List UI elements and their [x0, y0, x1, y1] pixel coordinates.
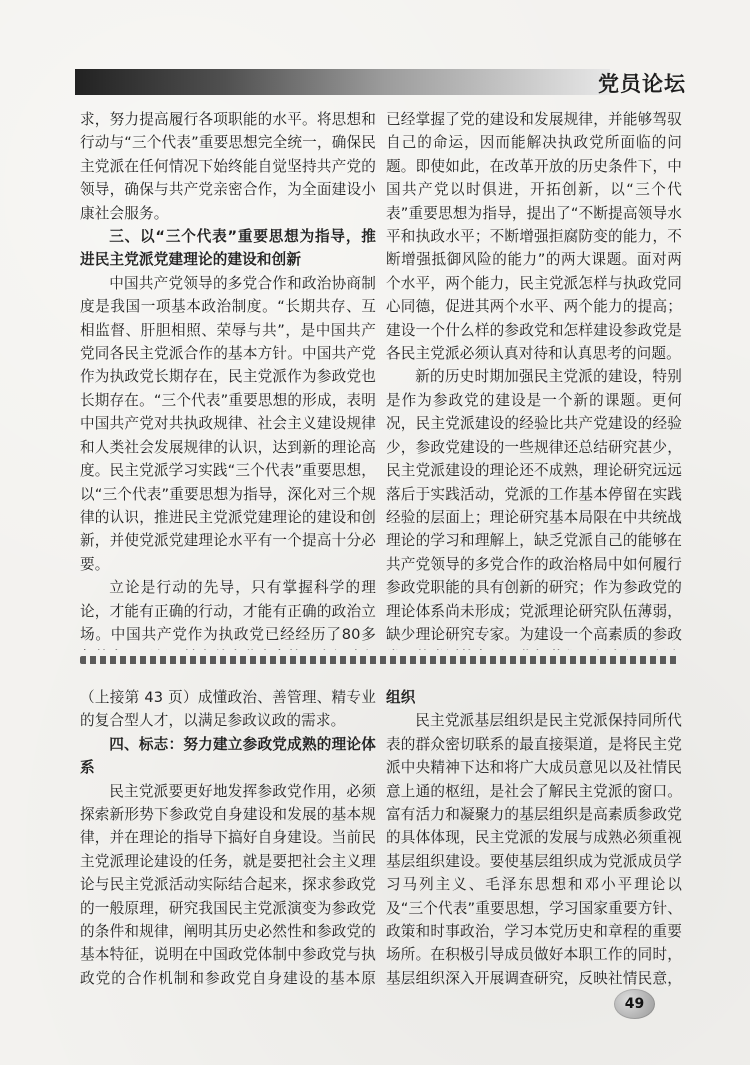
right-bottom-column [386, 686, 682, 988]
page-number-badge [614, 989, 655, 1019]
right-top-paragraph-1: 已经掌握了党的建设和发展规律，并能够驾驭自己的命运，因而能解决执政党所面临的问题。即使如此，在改革开放的历史条件下，中国共产党以时俱进，开拓创新，以“三个代表”重要思想为指导，提出了“不断提高领导水平和执政水平；不断增强拒腐防变的能力，不断增强抵御风险的能力”的两大课题。面对两个水平，两个能力，民主党派怎样与执政党同心同德，促进其两个水平、两个能力的提高；建设一个什么样的参政党和怎样建设参政党是各民主党派必须认真对待和认真思考的问题。 [386, 111, 682, 363]
left-top-column [80, 108, 376, 650]
right-top-column [386, 108, 682, 650]
continued-note: （上接第 43 页）成懂政治、善管理、精专业的复合型人才，以满足参政议政的需求。 [80, 689, 376, 730]
header-band [75, 69, 610, 95]
section-divider [80, 656, 680, 664]
left-bottom-paragraph-2: 民主党派要更好地发挥参政党作用，必须探索新形势下参政党自身建设和发展的基本规律，并在理论的指导下搞好自身建设。当前民主党派理论建设的任务，就是要把社会主义理论与民主党派活动实际结合起来，探求参政党的一般原理，研究我国民主党派演变为参政党的条件和规律，阐明其历史必然性和参政党的基本特征，说明在中国政党体制中参政党与执政党的合作机制和参政党自身建设的基本原 [80, 782, 376, 987]
left-bottom-column [80, 686, 376, 988]
section-4-heading: 四、标志：努力建立参政党成熟的理论体系 [80, 735, 376, 777]
left-top-paragraph-2: 中国共产党领导的多党合作和政治协商制度是我国一项基本政治制度。“长期共存、互相监督、肝胆相照、荣辱与共”，是中国共产党同各民主党派合作的基本方针。中国共产党作为执政党长期存在，民主党派作为参政党也长期存在。“三个代表”重要思想的形成，表明中国共产党对共执政规律、社会主义建设规律和人类社会发展规律的认识，达到新的理论高度。民主党派学习实践“三个代表”重要思想，以“三个代表”重要思想为指导，深化对三个规律的认识，推进民主党派党建理论的建设和创新，并使党派党建理论水平有一个提高十分必要。 [80, 274, 376, 573]
right-bottom-paragraph-1: 民主党派基层组织是民主党派保持同所代表的群众密切联系的最直接渠道，是将民主党派中央精神下达和将广大成员意见以及社情民意上通的枢纽，是社会了解民主党派的窗口。富有活力和凝聚力的基层组织是高素质参政党的具体体现，民主党派的发展与成熟必须重视基层组织建设。要使基层组织成为党派成员学习马列主义、毛泽东思想和邓小平理论以及“三个代表”重要思想，学习国家重要方针、政策和时事政治，学习本党历史和章程的重要场所。在积极引导成员做好本职工作的同时，基层组织深入开展调查研究，反映社情民意， [386, 712, 682, 987]
left-top-paragraph-1: 求，努力提高履行各项职能的水平。将思想和行动与“三个代表”重要思想完全统一，确保民主党派在任何情况下始终能自觉坚持共产党的领导，确保与共产党亲密合作，为全面建设小康社会服务。 [80, 111, 376, 222]
right-top-paragraph-2: 新的历史时期加强民主党派的建设，特别是作为参政党的建设是一个新的课题。更何况，民主党派建设的经验比共产党建设的经验少，参政党建设的一些规律还总结研究甚少，民主党派建设的理论还不成熟，理论研究远远落后于实践活动，党派的工作基本停留在实践经验的层面上；理论研究基本局限在中共统战理论的学习和理解上，缺乏党派自己的能够在共产党领导的多党合作的政治格局中如何履行参政党职能的具有创新的研究；作为参政党的理论体系尚未形成；党派理论研究队伍薄弱，缺少理论研究专家。为建设一个高素质的参政 [386, 368, 682, 643]
section-3-heading: 三、以“三个代表”重要思想为指导，推进民主党派党建理论的建设和创新 [80, 228, 376, 269]
left-top-paragraph-3: 立论是行动的先导，只有掌握科学的理论，才能有正确的行动，才能有正确的政治立场。中国共产党作为执政党已经经历了80多 [80, 579, 376, 643]
page-number: 49 [624, 996, 645, 1012]
page-title: 党员论坛 [598, 72, 686, 96]
section-5-heading-continued: 组织 [386, 689, 416, 706]
